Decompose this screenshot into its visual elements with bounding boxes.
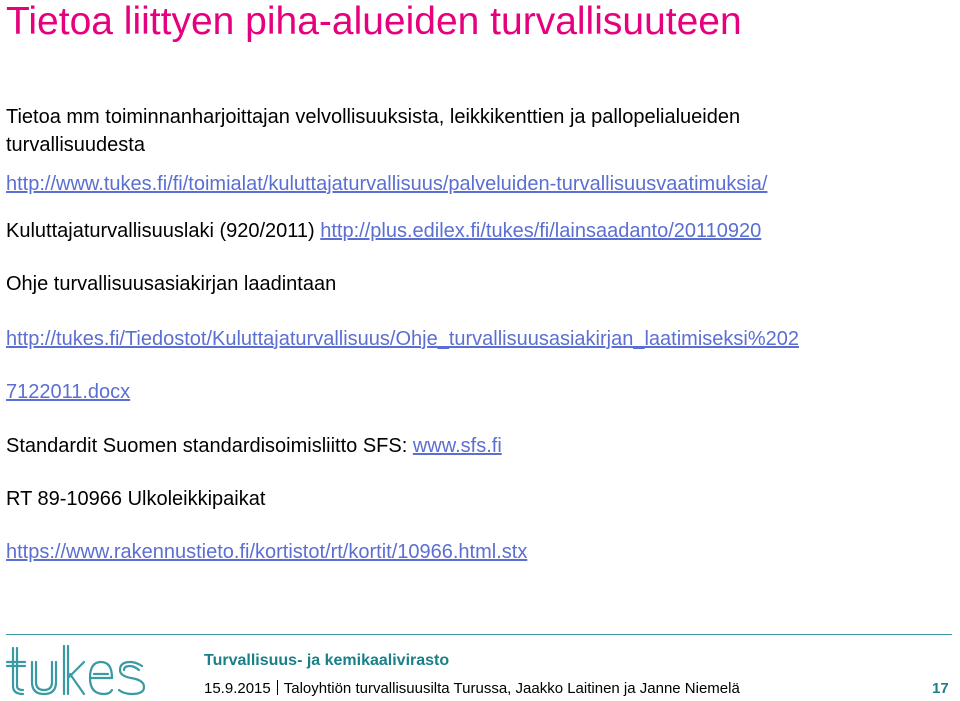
law-label: Kuluttajaturvallisuuslaki (920/2011) — [6, 220, 321, 242]
intro-line-1: Tietoa mm toiminnanharjoittajan velvollisuuksista, leikkikenttien ja pallopelialueiden — [6, 106, 741, 128]
footer-meta — [204, 680, 740, 697]
intro-line-2: turvallisuudesta — [6, 134, 145, 156]
guide-link-line-2 — [6, 378, 130, 406]
edilex-link[interactable]: http://plus.edilex.fi/tukes/fi/lainsaadanto/20110920 — [320, 220, 762, 242]
rakennustieto-line — [6, 538, 527, 566]
guide-link-line-1 — [6, 325, 799, 353]
rt-label: RT 89-10966 Ulkoleikkipaikat — [6, 488, 266, 510]
guide-label: Ohje turvallisuusasiakirjan laadintaan — [6, 273, 337, 295]
footer-separator — [277, 680, 278, 695]
law-line — [6, 217, 761, 245]
guide-document-link[interactable]: http://tukes.fi/Tiedostot/Kuluttajaturvallisuus/Ohje_turvallisuusasiakirjan_laatimiseksi%202 — [6, 328, 799, 350]
footer-organization: Turvallisuus- ja kemikaalivirasto — [204, 652, 450, 669]
tukes-toimialat-link[interactable]: http://www.tukes.fi/fi/toimialat/kuluttajaturvallisuus/palveluiden-turvallisuusvaatimuksia/ — [6, 173, 768, 195]
footer-date: 15.9.2015 — [204, 680, 271, 697]
sfs-link[interactable]: www.sfs.fi — [412, 435, 502, 457]
tukes-toimialat-line — [6, 170, 767, 198]
page-number: 17 — [932, 680, 949, 697]
standards-line — [6, 432, 502, 460]
footer-event: Taloyhtiön turvallisuusilta Turussa, Jaakko Laitinen ja Janne Niemelä — [283, 680, 740, 697]
guide-document-link-continued[interactable]: 7122011.docx — [6, 381, 131, 403]
slide-title: Tietoa liittyen piha-alueiden turvallisuuteen — [6, 0, 742, 43]
footer-divider — [6, 634, 952, 635]
tukes-logo — [4, 642, 148, 698]
intro-paragraph — [6, 103, 906, 159]
standards-label: Standardit Suomen standardisoimisliitto SFS: — [6, 435, 413, 457]
rakennustieto-link[interactable]: https://www.rakennustieto.fi/kortistot/rt/kortit/10966.html.stx — [6, 541, 528, 563]
